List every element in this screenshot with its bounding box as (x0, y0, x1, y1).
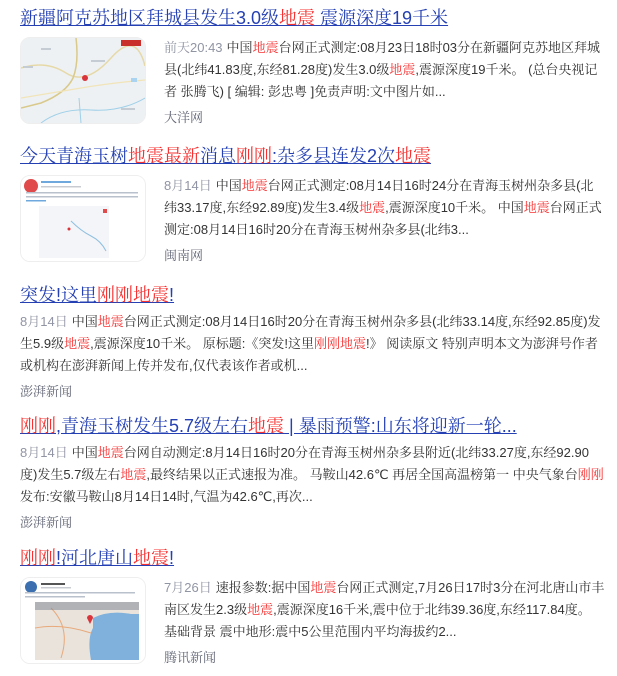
title-highlight: 地震最新 (128, 146, 200, 166)
title-text: !河北唐山 (56, 548, 134, 568)
abstract-text: ,震源深度10千米。 中国 (385, 200, 524, 215)
result-abstract (164, 37, 605, 103)
abstract-highlight: 地震 (64, 336, 91, 351)
abstract-text: 台网正式测定:08月23日18时03分在新疆阿克苏地区拜城县(北纬41.83度,东经81.28度)发生3.0级 (164, 40, 601, 77)
title-text: | 暴雨预警:山东将迎新一轮... (284, 416, 517, 436)
result-date: 8月14日 (20, 445, 68, 460)
abstract-highlight: 刚刚 (577, 467, 604, 482)
abstract-highlight: 地震 (247, 602, 274, 617)
abstract-highlight: 地震 (310, 580, 337, 595)
result-source[interactable]: 澎湃新闻 (20, 384, 73, 399)
abstract-text: 台网自动测定:8月14日16时20分在青海玉树州杂多县附近(北纬33.27度,东经92.90度)发生5.7级左右 (20, 445, 589, 482)
title-text: ! (169, 285, 175, 305)
result-date: 前天20:43 (164, 40, 223, 55)
title-text: ! (169, 548, 175, 568)
title-highlight: 地震 (279, 8, 316, 28)
title-highlight: 地震 (248, 416, 285, 436)
abstract-text: ,最终结果以正式速报为准。 马鞍山42.6℃ 再居全国高温榜第一 中央气象台 (146, 467, 578, 482)
result-abstract (20, 311, 605, 377)
abstract-text: 速报参数:据中国 (215, 580, 311, 595)
abstract-text: ,震源深度10千米。 原标题:《突发!这里 (90, 336, 315, 351)
title-highlight: 地震 (395, 146, 432, 166)
result-date: 8月14日 (164, 178, 212, 193)
result-abstract (164, 175, 605, 241)
title-text: 震源深度19千米 (315, 8, 449, 28)
abstract-text: 中国 (215, 178, 242, 193)
abstract-text: 中国 (226, 40, 253, 55)
abstract-highlight: 地震 (97, 445, 124, 460)
weibo-post-thumbnail[interactable] (20, 175, 146, 262)
abstract-text: ,震源深度19千米。 (总台央视记者 张腾飞) [ 编辑: 彭忠粤 ]免责声明:文中图片如... (164, 62, 598, 99)
result-title-link[interactable] (20, 283, 605, 307)
result-title-link[interactable] (20, 144, 605, 168)
abstract-highlight: 刚刚地震 (314, 336, 367, 351)
map-thumbnail-xinjiang[interactable] (20, 37, 146, 124)
result-source[interactable]: 闽南网 (164, 248, 204, 263)
title-highlight: 刚刚 (236, 146, 272, 166)
title-text: 突发!这里 (20, 285, 98, 305)
result-item (20, 414, 605, 534)
result-source[interactable]: 大洋网 (164, 110, 204, 125)
abstract-text: !》 阅读原文 特别声明本文为澎湃号作者或机构在澎湃新闻上传并发布,仅代表该作者或机... (20, 336, 598, 373)
result-source[interactable]: 澎湃新闻 (20, 515, 73, 530)
abstract-text: 发布:安徽马鞍山8月14日14时,气温为42.6℃,再次... (20, 489, 313, 504)
abstract-highlight: 地震 (252, 40, 279, 55)
abstract-highlight: 地震 (359, 200, 386, 215)
result-source[interactable]: 腾讯新闻 (164, 650, 217, 665)
abstract-text: 中国 (71, 445, 98, 460)
result-item (20, 546, 605, 669)
result-date: 8月14日 (20, 314, 68, 329)
abstract-text: 台网正式测定:08月14日16时24分在青海玉树州杂多县(北纬33.17度,东经92.89度)发生3.4级 (164, 178, 594, 215)
abstract-text: 台网正式测定,7月26日17时3分在河北唐山市丰南区发生2.3级 (164, 580, 605, 617)
result-title-link[interactable] (20, 6, 605, 30)
title-highlight: 刚刚 (20, 416, 56, 436)
abstract-text: 台网正式测定:08月14日16时20分在青海玉树州杂多县(北纬33.14度,东经92.85度)发生5.9级 (20, 314, 601, 351)
title-highlight: 地震 (133, 548, 170, 568)
abstract-text: 中国 (71, 314, 98, 329)
title-text: :杂多县连发2次 (272, 146, 396, 166)
result-item (20, 6, 605, 129)
map-thumbnail-tangshan[interactable] (20, 577, 146, 664)
result-title-link[interactable] (20, 414, 605, 438)
abstract-highlight: 地震 (241, 178, 268, 193)
title-highlight: 刚刚地震 (97, 285, 170, 305)
abstract-text: 台网正式测定:08月14日16时20分在青海玉树州杂多县(北纬3... (164, 200, 602, 237)
result-item (20, 144, 605, 267)
title-text: 新疆阿克苏地区拜城县发生3.0级 (20, 8, 280, 28)
result-date: 7月26日 (164, 580, 212, 595)
abstract-highlight: 地震 (523, 200, 550, 215)
result-title-link[interactable] (20, 546, 605, 570)
result-abstract (20, 442, 605, 508)
title-text: ,青海玉树发生5.7级左右 (56, 416, 249, 436)
title-text: 今天青海玉树 (20, 146, 128, 166)
abstract-highlight: 地震 (389, 62, 416, 77)
abstract-highlight: 地震 (120, 467, 147, 482)
abstract-text: ,震源深度16千米,震中位于北纬39.36度,东经117.84度。 基础背景 震中地形:震中5公里范围内平均海拔约2... (164, 602, 591, 639)
result-item (20, 283, 605, 403)
title-text: 消息 (200, 146, 236, 166)
result-abstract (164, 577, 605, 643)
title-highlight: 刚刚 (20, 548, 56, 568)
abstract-highlight: 地震 (97, 314, 124, 329)
